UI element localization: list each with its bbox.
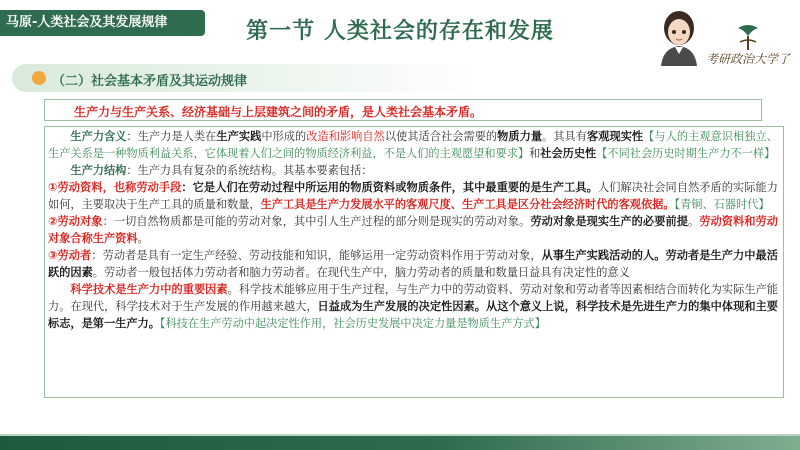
text: ：一切自然物质都是可能的劳动对象，其中引人生产过程的部分则是现实的劳动对象。 <box>102 215 531 228</box>
para-productivity-meaning <box>48 128 778 162</box>
note: 【不同社会历史时期生产力不一样】 <box>596 147 776 160</box>
text: 以使其适合社会需要的 <box>384 130 498 143</box>
text: 。 <box>137 232 149 245</box>
text: 和 <box>529 147 541 160</box>
text-bold: ：它是人们在劳动过程中所运用的物质资料或物质条件，其中最重要的是生产工具。 <box>181 181 598 194</box>
keyword: ②劳动对象 <box>48 215 103 228</box>
brand-logo-text: 考研政治大学了 <box>706 52 791 66</box>
text-bold: 日益成为生产发展的决定性因素。从这个意义上说，科学技术是先进生产力的集中体现和主要标志，是第一生产力。 <box>48 300 778 330</box>
text: ：生产力是人类在 <box>126 130 217 143</box>
para-labor-objects <box>48 213 778 247</box>
text: 。劳动者一般包括体力劳动者和脑力劳动者。在现代生产中，脑力劳动者的质量和数量日益具有决定性的意义 <box>92 266 630 279</box>
text: ：劳动者是具有一定生产经验、劳动技能和知识，能够运用一定劳动资料作用于劳动对象， <box>91 249 542 262</box>
keyword: 劳动资料和劳动对象合称生产资料 <box>48 215 778 245</box>
para-science-technology <box>48 281 778 332</box>
text: 。科学技术能够应用于生产过程，与生产力中的劳动资料、劳动对象和劳动者等因素相结合而转化为实际生产能力。在现代，科学技术对于生产发展的作用越来越大， <box>48 283 778 313</box>
content-body <box>48 128 778 332</box>
para-labor-materials <box>48 179 778 213</box>
note: 【与人的主观意识相独立、生产关系是一种物质利益关系，它体现着人们之间的物质经济利益，不是人们的主观愿望和要求】 <box>48 130 778 160</box>
note: 【青铜、石器时代】 <box>674 198 770 211</box>
text: 中形成的 <box>261 130 307 143</box>
para-productivity-structure <box>48 162 778 179</box>
text-bold: 从事生产实践活动的人。劳动者是生产力中最活跃的因素 <box>48 249 778 279</box>
text-bold: 劳动对象是现实生产的必要前提 <box>530 215 688 228</box>
term: 物质力量 <box>497 130 543 143</box>
text: 。其具有 <box>542 130 588 143</box>
para-laborers <box>48 247 778 281</box>
keyword: 科学技术是生产力中的重要因素 <box>70 283 228 296</box>
footer-bar <box>0 436 800 450</box>
keyword: 生产工具是生产力发展水平的客观尺度、生产工具是区分社会经济时代的客观依据。 <box>260 198 675 211</box>
summary-text: 生产力与生产关系、经济基础与上层建筑之间的矛盾，是人类社会基本矛盾。 <box>74 105 483 119</box>
text: ：生产力具有复杂的系统结构。其基本要素包括： <box>126 164 373 177</box>
section-bullet-icon <box>32 71 46 85</box>
text: 人们解决社会同自然矛盾的实际能力如何，主要取决于生产工具的质量和数量， <box>48 181 778 211</box>
term: 社会历史性 <box>540 147 597 160</box>
keyword: 改造和影响自然 <box>306 130 385 143</box>
teacher-avatar <box>655 6 703 66</box>
term: 生产力结构 <box>70 164 127 177</box>
section-label: （二）社会基本矛盾及其运动规律 <box>52 74 248 89</box>
term: 生产力含义 <box>70 130 127 143</box>
page-title: 第一节 人类社会的存在和发展 <box>246 19 554 44</box>
note: 【科技在生产劳动中起决定性作用，社会历史发展中决定力量是物质生产方式】 <box>159 317 546 330</box>
course-tag: 马原-人类社会及其发展规律 <box>0 10 205 36</box>
keyword: ③劳动者 <box>48 249 92 262</box>
term: 客观现实性 <box>587 130 644 143</box>
text: 。 <box>687 215 700 228</box>
keyword: ①劳动资料，也称劳动手段 <box>48 181 182 194</box>
term: 生产实践 <box>216 130 262 143</box>
